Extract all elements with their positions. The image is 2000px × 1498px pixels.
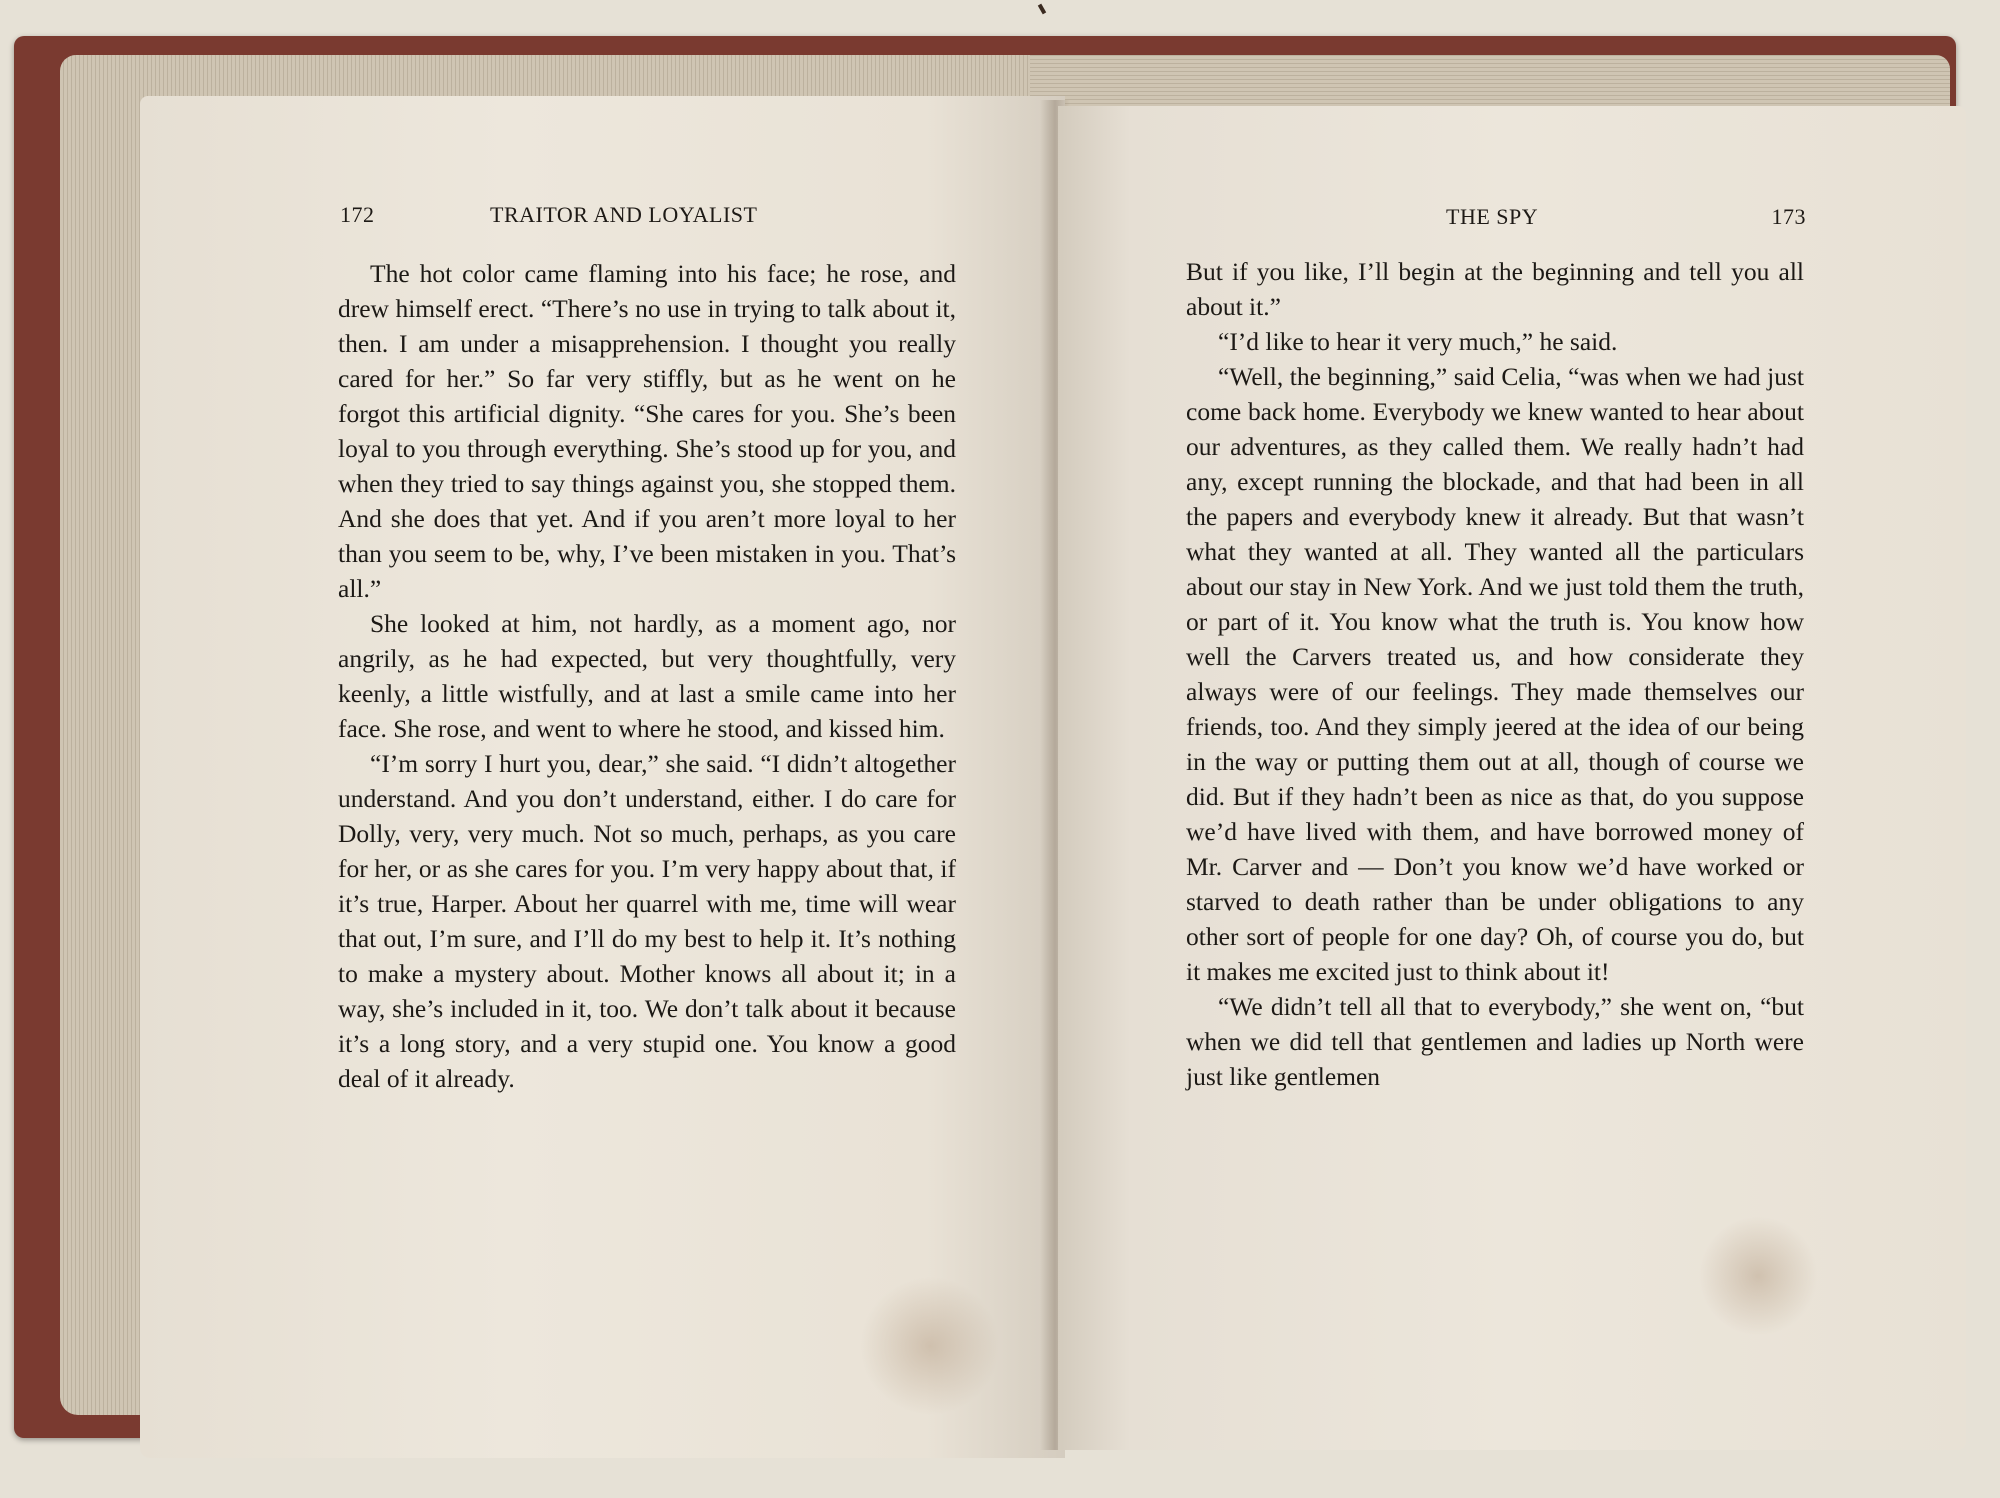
paragraph: “I’m sorry I hurt you, dear,” she said. “I didn’t altogether understand. And you don’t understand, either. I do care for Dolly, very, very much. Not so much, perhaps, as you care for her, or as she cares for you. I’m very happy about that, if it’s true, Harper. About her quarrel with me, time will wear that out, I’m sure, and I’ll do my best to help it. It’s nothing to make a mystery about. Mother knows all about it; in a way, she’s included in it, too. We don’t talk about it because it’s a long story, and a very stupid one. You know a good deal of it already. (338, 749, 956, 1093)
paragraph: The hot color came flaming into his face; he rose, and drew himself erect. “There’s no use in trying to talk about it, then. I am under a misapprehension. I thought you really cared for her.” So far very stiffly, but as he went on he forgot this artificial dignity. “She cares for you. She’s been loyal to you through everything. She’s stood up for you, and when they tried to say things against you, she stopped them. And she does that yet. And if you aren’t more loyal to her than you seem to be, why, I’ve been mistaken in you. That’s all.” (338, 259, 956, 603)
paragraph: “We didn’t tell all that to everybody,” she went on, “but when we did tell that gentlemen and ladies up North were just like gentlemen (1186, 992, 1804, 1091)
page-stain (1698, 1216, 1818, 1336)
left-page-number: 172 (340, 202, 375, 227)
right-page-number: 173 (1771, 204, 1806, 229)
right-page-text (1186, 254, 1804, 1094)
left-page (140, 96, 1065, 1458)
left-running-header (340, 202, 960, 232)
right-running-header (1186, 204, 1806, 234)
paragraph: But if you like, I’ll begin at the beginning and tell you all about it.” (1186, 257, 1804, 321)
left-page-text (338, 256, 956, 1096)
page-stain (860, 1276, 1000, 1416)
left-running-head: TRAITOR AND LOYALIST (490, 202, 758, 227)
right-running-head: THE SPY (1446, 204, 1539, 229)
right-page (1058, 106, 1966, 1450)
paragraph: She looked at him, not hardly, as a moment ago, nor angrily, as he had expected, but very thoughtfully, very keenly, a little wistfully, and at last a smile came into her face. She rose, and went to where he stood, and kissed him. (338, 609, 956, 743)
debris-mark (1038, 4, 1046, 15)
paragraph: “I’d like to hear it very much,” he said. (1218, 327, 1618, 356)
paragraph: “Well, the beginning,” said Celia, “was when we had just come back home. Everybody we knew wanted to hear about our adventures, as they called them. We really hadn’t had any, except running the blockade, and that had been in all the papers and everybody knew it already. But that wasn’t what they wanted at all. They wanted all the particulars about our stay in New York. And we just told them the truth, or part of it. You know what the truth is. You know how well the Carvers treated us, and how considerate they always were of our feelings. They made themselves our friends, too. And they simply jeered at the idea of our being in the way or putting them out at all, though of course we did. But if they hadn’t been as nice as that, do you suppose we’d have lived with them, and have borrowed money of Mr. Carver and — Don’t you know we’d have worked or starved to death rather than be under obligations to any other sort of people for one day? Oh, of course you do, but it makes me excited just to think about it! (1186, 362, 1804, 986)
